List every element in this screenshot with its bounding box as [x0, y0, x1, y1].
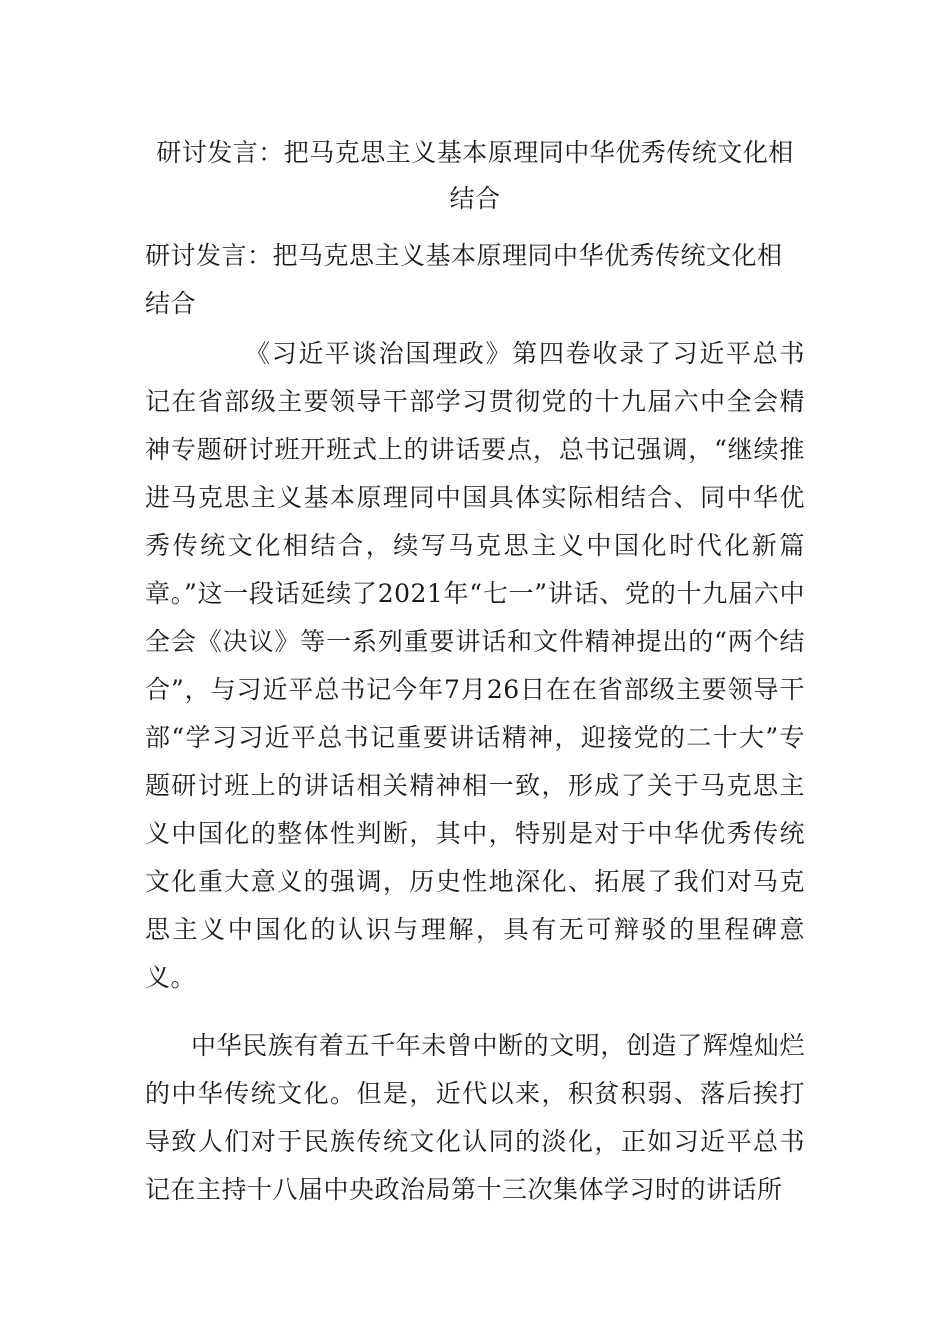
body-paragraph: 《习近平谈治国理政》第四卷收录了习近平总书记在省部级主要领导干部学习贯彻党的十九届六中全会精神专题研讨班开班式上的讲话要点，总书记强调，“继续推进马克思主义基本原理同中国具体实际相结合、同中华优秀传统文化相结合，续写马克思主义中国化时代化新篇章。”这一段话延续了2021年“七一”讲话、党的十九届六中全会《决议》等一系列重要讲话和文件精神提出的“两个结合”，与习近平总书记今年7月26日在在省部级主要领导干部“学习习近平总书记重要讲话精神，迎接党的二十大”专题研讨班上的讲话相关精神相一致，形成了关于马克思主义中国化的整体性判断，其中，特别是对于中华优秀传统文化重大意义的强调，历史性地深化、拓展了我们对马克思主义中国化的认识与理解，具有无可辩驳的里程碑意义。: [145, 339, 805, 992]
body-paragraph: 中华民族有着五千年未曾中断的文明，创造了辉煌灿烂的中华传统文化。但是，近代以来，积贫积弱、落后挨打导致人们对于民族传统文化认同的淡化，正如习近平总书记在主持十八届中央政治局第十三次集体学习时的讲话所: [145, 1031, 805, 1204]
document-subtitle: 研讨发言：把马克思主义基本原理同中华优秀传统文化相结合: [145, 241, 783, 318]
document-title: 研讨发言：把马克思主义基本原理同中华优秀传统文化相结合: [156, 138, 794, 213]
